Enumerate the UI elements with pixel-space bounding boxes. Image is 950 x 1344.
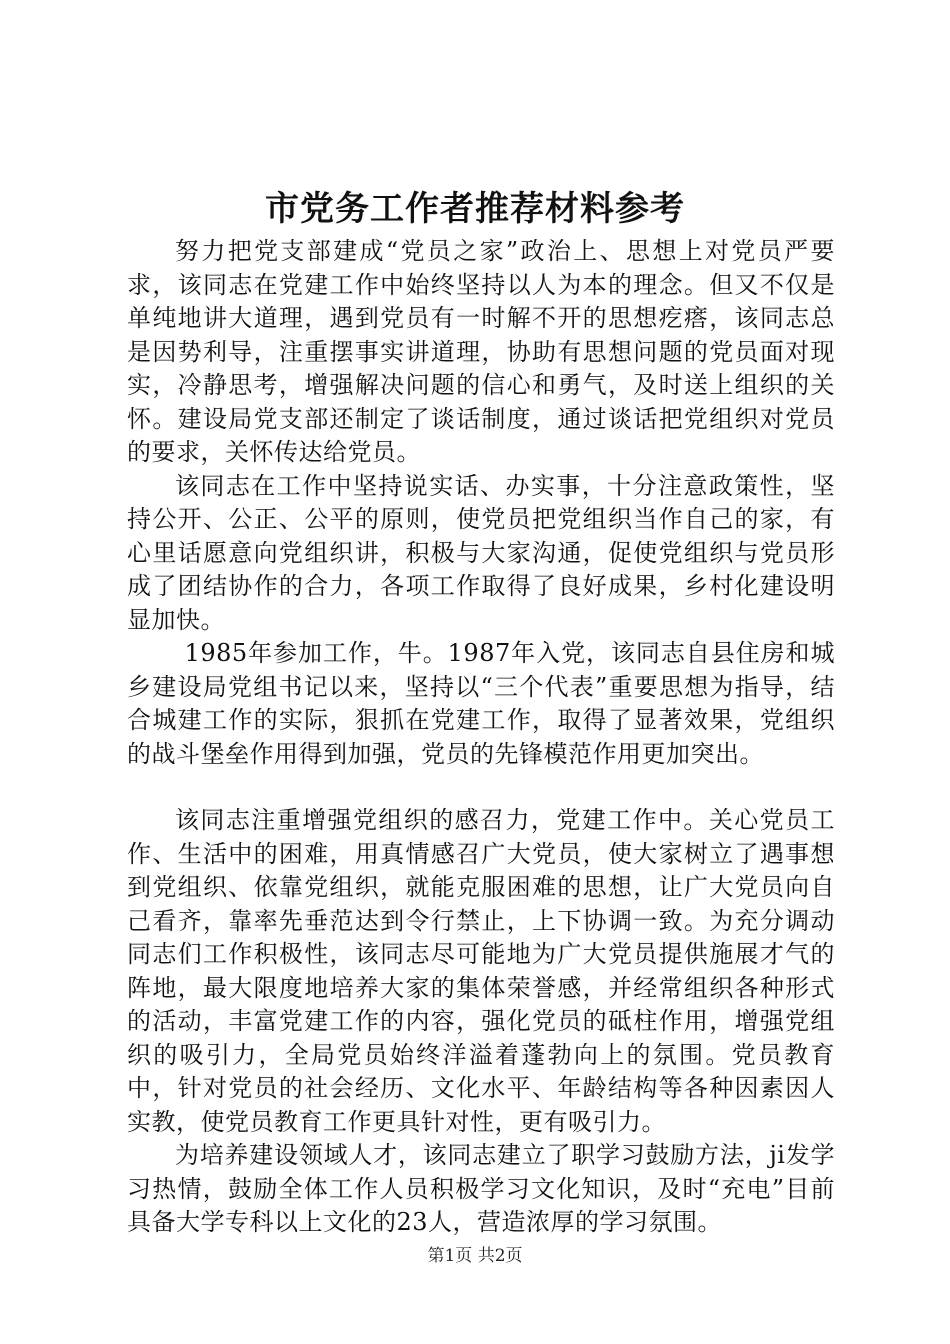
paragraph-3: 1985年参加工作，牛。1987年入党，该同志自县住房和城乡建设局党组书记以来，坚持以“三个代表”重要思想为指导，结合城建工作的实际，狠抓在党建工作，取得了显著效果，党组织的战斗堡垒作用得到加强，党员的先锋模范作用更加突出。 — [127, 639, 835, 768]
paragraph-1: 努力把党支部建成“党员之家”政治上、思想上对党员严要求，该同志在党建工作中始终坚持以人为本的理念。但又不仅是单纯地讲大道理，遇到党员有一时解不开的思想疙瘩，该同志总是因势利导，注重摆事实讲道理，协助有思想问题的党员面对现实，冷静思考，增强解决问题的信心和勇气，及时送上组织的关怀。建设局党支部还制定了谈话制度，通过谈话把党组织对党员的要求，关怀传达给党员。 — [127, 237, 835, 466]
paragraph-gap — [127, 771, 835, 804]
paragraph-2: 该同志在工作中坚持说实话、办实事，十分注意政策性，坚持公开、公正、公平的原则，使党员把党组织当作自己的家，有心里话愿意向党组织讲，积极与大家沟通，促使党组织与党员形成了团结协作的合力，各项工作取得了良好成果，乡村化建设明显加快。 — [127, 471, 835, 634]
document-title: 市党务工作者推荐材料参考 — [265, 189, 685, 229]
paragraph-5: 为培养建设领域人才，该同志建立了职学习鼓励方法，ji发学习热情，鼓励全体工作人员积极学习文化知识，及时“充电”目前具备大学专科以上文化的23人，营造浓厚的学习氛围。 — [127, 1141, 835, 1236]
page-footer: 第1页 共2页 — [427, 1246, 523, 1266]
paragraph-4: 该同志注重增强党组织的感召力，党建工作中。关心党员工作、生活中的困难，用真情感召广大党员，使大家树立了遇事想到党组织、依靠党组织，就能克服困难的思想，让广大党员向自己看齐，靠率先垂范达到令行禁止，上下协调一致。为充分调动同志们工作积极性，该同志尽可能地为广大党员提供施展才气的阵地，最大限度地培养大家的集体荣誉感，并经常组织各种形式的活动，丰富党建工作的内容，强化党员的砥柱作用，增强党组织的吸引力，全局党员始终洋溢着蓬勃向上的氛围。党员教育中，针对党员的社会经历、文化水平、年龄结构等各种因素因人实教，使党员教育工作更具针对性，更有吸引力。 — [127, 806, 835, 1136]
document-body — [127, 235, 835, 1240]
